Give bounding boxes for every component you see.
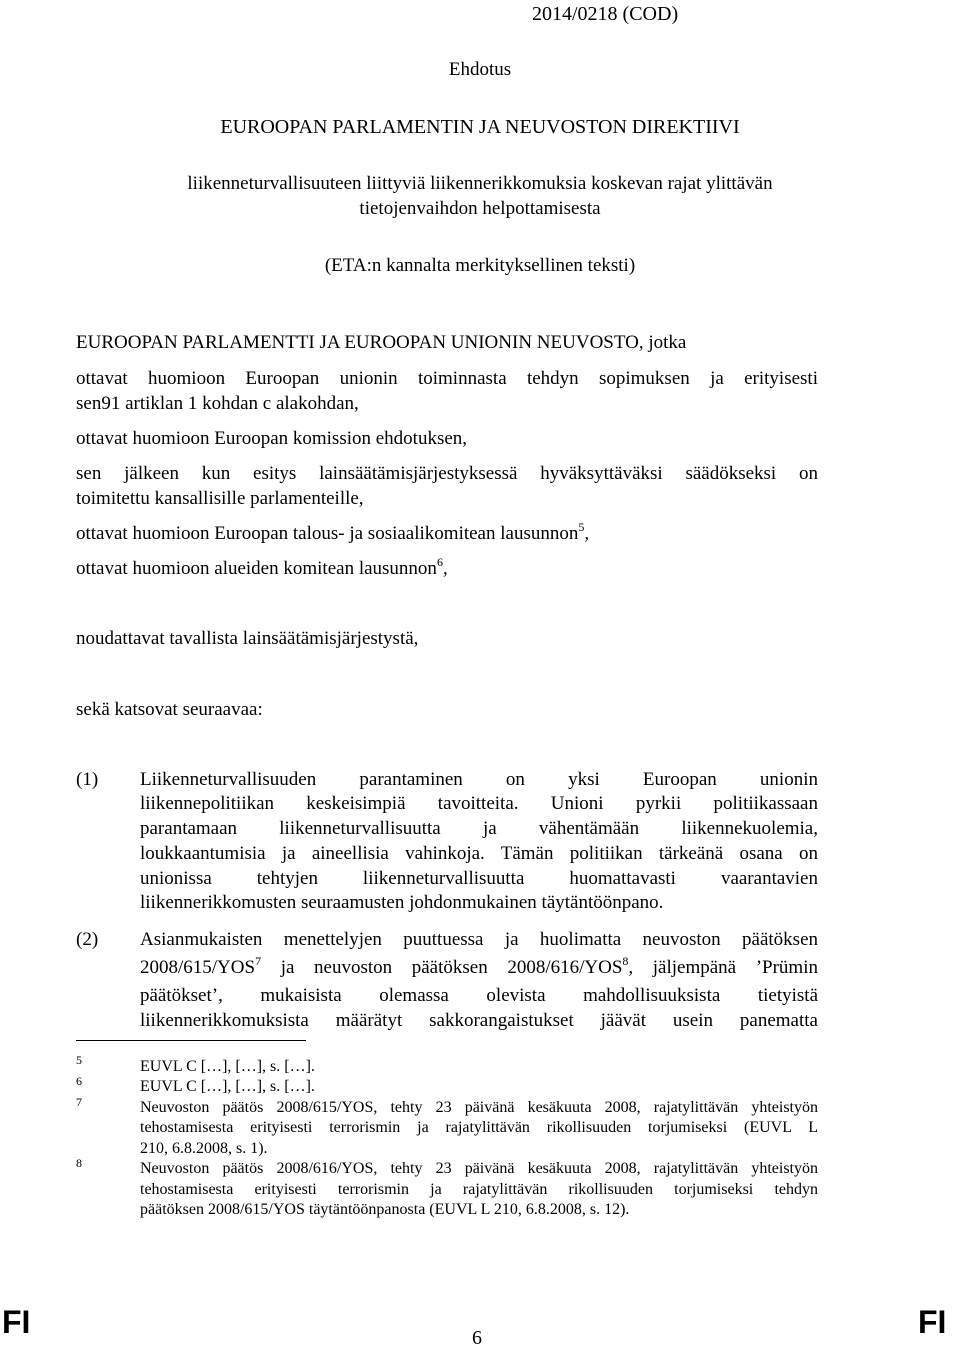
footnote-ref-5[interactable]: 5 — [578, 520, 585, 534]
recital-1-line: liikennepolitiikan keskeisimpiä tavoitteita. Unioni pyrkii politiikassaan — [140, 793, 818, 814]
footnote-ref-6[interactable]: 6 — [436, 555, 443, 569]
proposal-label: Ehdotus — [448, 59, 512, 80]
language-code-left: FI — [2, 1304, 31, 1340]
recital-2-line: liikennerikkomuksista määrätyt sakkorangaistukset jäävät usein panematta — [140, 1010, 818, 1031]
recital-1-line: loukkaantumisia ja aineellisia vahinkoja. Tämän politiikan tärkeänä osana on — [140, 843, 818, 864]
preamble-intro: EUROOPAN PARLAMENTTI JA EUROOPAN UNIONIN NEUVOSTO, jotka — [76, 332, 687, 353]
citation-parliaments-line-1: sen jälkeen kun esitys lainsäätämisjärjestyksessä hyväksyttäväksi säädökseksi on — [76, 463, 818, 484]
footnote-text: EUVL C […], […], s. […]. — [140, 1058, 315, 1075]
recital-1-line: Liikenneturvallisuuden parantaminen on yksi Euroopan unionin — [140, 769, 818, 790]
footnote-text: EUVL C […], […], s. […]. — [140, 1078, 315, 1095]
recital-2-text: ja neuvoston päätöksen 2008/616/YOS — [261, 957, 623, 978]
footnote-ref-7[interactable]: 7 — [255, 954, 262, 968]
citation-treaty-line-2: sen91 artiklan 1 kohdan c alakohdan, — [76, 393, 359, 414]
citation-esc-text: ottavat huomioon Euroopan talous- ja sosiaalikomitean lausunnon — [76, 523, 579, 544]
recital-1-line: unionissa tehtyjen liikenneturvallisuutta huomattavasti vaarantavien — [140, 868, 818, 889]
recital-1-line: parantamaan liikenneturvallisuutta ja vähentämään liikennekuolemia, — [140, 818, 818, 839]
footnote-text: 210, 6.8.2008, s. 1). — [140, 1140, 268, 1157]
subtitle-line-2: tietojenvaihdon helpottamisesta — [359, 198, 601, 219]
recital-2-line: päätökset’, mukaisista olemassa olevista mahdollisuuksista tietyistä — [140, 985, 818, 1006]
subtitle-line-1: liikenneturvallisuuteen liittyviä liikennerikkomuksia koskevan rajat ylittävän — [187, 173, 773, 194]
whereas-intro: sekä katsovat seuraavaa: — [76, 699, 263, 720]
recital-number: (1) — [76, 769, 99, 790]
citation-esc — [76, 522, 589, 546]
footnote-text: päätöksen 2008/615/YOS täytäntöönpanosta (EUVL L 210, 6.8.2008, s. 12). — [140, 1201, 630, 1218]
comma: , — [584, 523, 590, 544]
page-number: 6 — [472, 1327, 482, 1349]
footnote-number: 5 — [76, 1053, 82, 1067]
footnote-text: Neuvoston päätös 2008/616/YOS, tehty 23 päivänä kesäkuuta 2008, rajatylittävän yhteistyön — [140, 1160, 818, 1177]
recital-1-line: liikennerikkomusten seuraamusten johdonmukainen täytäntöönpano. — [140, 892, 664, 913]
legislative-procedure: noudattavat tavallista lainsäätämisjärjestystä, — [76, 628, 419, 649]
document-reference: 2014/0218 (COD) — [532, 3, 679, 25]
citation-treaty-line-1: ottavat huomioon Euroopan unionin toiminnasta tehdyn sopimuksen ja erityisesti — [76, 368, 818, 389]
document-title: EUROOPAN PARLAMENTIN JA NEUVOSTON DIREKTIIVI — [220, 116, 740, 138]
footnote-number: 6 — [76, 1074, 82, 1088]
footnote-text: Neuvoston päätös 2008/615/YOS, tehty 23 päivänä kesäkuuta 2008, rajatylittävän yhteistyön — [140, 1099, 818, 1116]
footnote-text: tehostamisesta erityisesti terrorismin ja rajatylittävän rikollisuuden torjumiseksi (EUVL L — [140, 1119, 818, 1136]
citation-commission: ottavat huomioon Euroopan komission ehdotuksen, — [76, 428, 468, 449]
recital-number: (2) — [76, 929, 99, 950]
recital-2-text: , jäljempänä ’Prümin — [628, 957, 818, 978]
eea-relevance: (ETA:n kannalta merkityksellinen teksti) — [324, 255, 636, 276]
citation-cor-text: ottavat huomioon alueiden komitean lausunnon — [76, 558, 437, 579]
decision-reference: 2008/615/YOS — [140, 957, 256, 978]
footnote-ref-8[interactable]: 8 — [622, 954, 629, 968]
footnote-text: tehostamisesta erityisesti terrorismin ja rajatylittävän rikollisuuden torjumiseksi tehdyn — [140, 1181, 818, 1198]
comma: , — [442, 558, 448, 579]
language-code-right: FI — [918, 1304, 947, 1340]
recital-2-line — [140, 956, 818, 980]
footnote-number: 7 — [76, 1095, 82, 1109]
citation-parliaments-line-2: toimitettu kansallisille parlamenteille, — [76, 488, 364, 509]
citation-cor — [76, 557, 448, 581]
recital-2-line: Asianmukaisten menettelyjen puuttuessa ja huolimatta neuvoston päätöksen — [140, 929, 818, 950]
footnote-number: 8 — [76, 1156, 82, 1170]
footnote-separator — [76, 1040, 306, 1041]
